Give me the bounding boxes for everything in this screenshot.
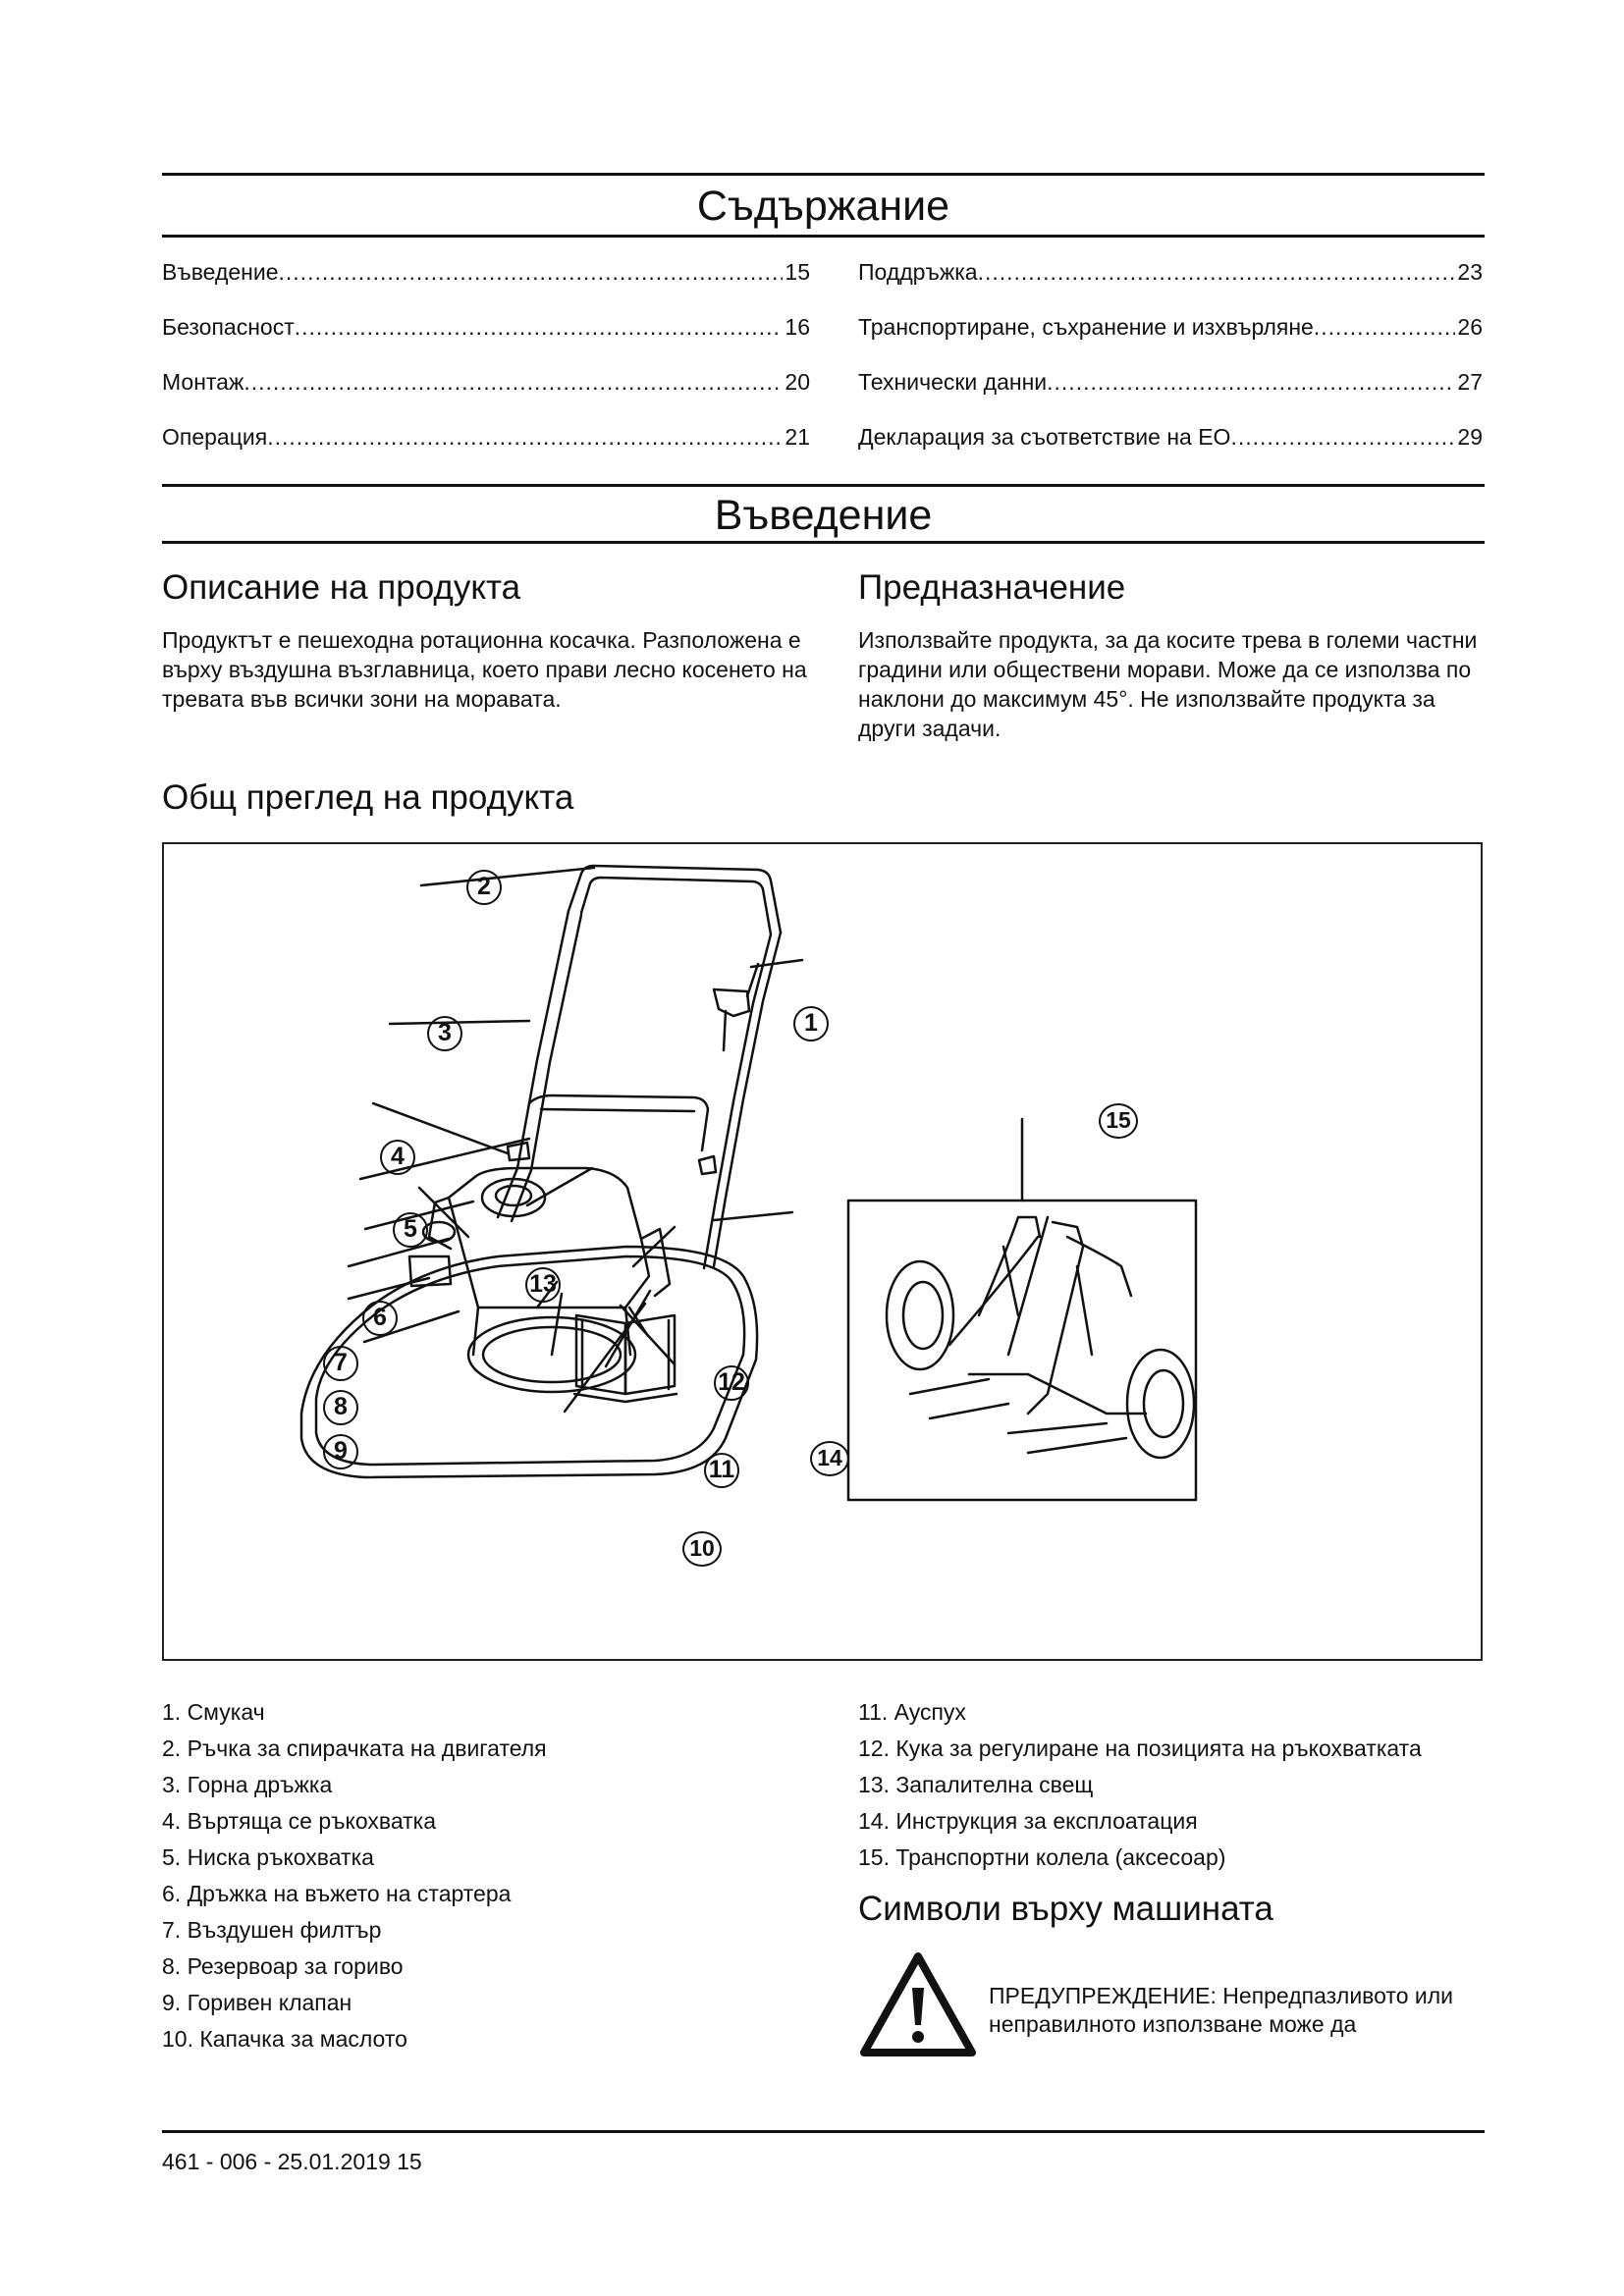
toc-title: Съдържание: [696, 183, 950, 230]
warning-triangle-icon: [858, 1950, 978, 2060]
toc-entry-safety[interactable]: Безопасност ..... 16: [162, 313, 810, 341]
parts-list-right: [858, 1694, 1422, 1876]
footer-rule: [162, 2130, 1485, 2133]
list-item: 12. Кука за регулиране на позицията на ръкохватката: [858, 1735, 1422, 1761]
list-item: 13. Запалителна свещ: [858, 1772, 1094, 1797]
list-item: 4. Въртяща се ръкохватка: [162, 1808, 437, 1834]
list-item: 15. Транспортни колела (аксесоар): [858, 1844, 1226, 1870]
toc-entry-introduction[interactable]: Въведение ..... 15: [162, 258, 810, 286]
intro-top-rule: [162, 484, 1485, 487]
list-item: 5. Ниска ръкохватка: [162, 1844, 374, 1870]
callout-10: 10: [682, 1531, 722, 1567]
list-item: 2. Ръчка за спирачката на двигателя: [162, 1735, 547, 1761]
list-item: 10. Капачка за маслото: [162, 2026, 407, 2052]
callout-9: 9: [323, 1434, 358, 1469]
callout-3: 3: [427, 1016, 462, 1051]
parts-list-left: [162, 1694, 547, 2057]
list-item: 9. Горивен клапан: [162, 1990, 352, 2015]
toc-entry-assembly[interactable]: Монтаж ..... 20: [162, 368, 810, 396]
toc-entry-operation[interactable]: Операция ..... 21: [162, 423, 810, 451]
callout-14: 14: [810, 1441, 849, 1476]
list-item: 1. Смукач: [162, 1699, 265, 1725]
page-footer: 461 - 006 - 25.01.2019 15: [162, 2149, 422, 2174]
list-item: 7. Въздушен филтър: [162, 1917, 382, 1943]
callout-13: 13: [525, 1267, 561, 1303]
description-heading: Описание на продукта: [162, 568, 521, 607]
callout-12: 12: [714, 1365, 749, 1401]
callout-5: 5: [393, 1212, 428, 1248]
callout-11: 11: [704, 1453, 739, 1488]
toc-top-rule: [162, 173, 1485, 176]
callout-6: 6: [362, 1301, 398, 1336]
list-item: 8. Резервоар за гориво: [162, 1953, 404, 1979]
purpose-text: Използвайте продукта, за да косите трева в големи частни градини или обществени морави. Може да се използва по наклони до максимум 45°. Не използвайте продукта за други задачи.: [858, 627, 1478, 741]
toc-entry-transport[interactable]: Транспортиране, съхранение и изхвърляне ..... 26: [858, 313, 1483, 341]
callout-7: 7: [323, 1346, 358, 1381]
description-text: Продуктът е пешеходна ротационна косачка. Разположена е върху въздушна възглавница, което прави лесно косенето на тревата във всички зони на моравата.: [162, 627, 807, 712]
purpose-heading: Предназначение: [858, 568, 1126, 607]
toc-entry-technical-data[interactable]: Технически данни ..... 27: [858, 368, 1483, 396]
list-item: 14. Инструкция за експлоатация: [858, 1808, 1198, 1834]
list-item: 11. Ауспух: [858, 1699, 966, 1725]
toc-entry-declaration[interactable]: Декларация за съответствие на ЕО ..... 29: [858, 423, 1483, 451]
callout-4: 4: [380, 1140, 415, 1175]
toc-entry-maintenance[interactable]: Поддръжка ..... 23: [858, 258, 1483, 286]
callout-8: 8: [323, 1390, 358, 1425]
callout-1: 1: [793, 1006, 829, 1041]
intro-title-rule: [162, 541, 1485, 544]
toc-title-rule: [162, 235, 1485, 238]
mower-illustration: [164, 844, 1481, 1659]
overview-heading: Общ преглед на продукта: [162, 778, 574, 817]
product-overview-figure: [162, 842, 1483, 1661]
symbols-heading: Символи върху машината: [858, 1890, 1273, 1928]
intro-title: Въведение: [714, 492, 933, 539]
callout-15: 15: [1099, 1103, 1138, 1139]
list-item: 3. Горна дръжка: [162, 1772, 333, 1797]
warning-text: ПРЕДУПРЕЖДЕНИЕ: Непредпазливото или неправилното използване може да: [989, 1983, 1454, 2037]
callout-2: 2: [466, 870, 502, 905]
list-item: 6. Дръжка на въжето на стартера: [162, 1881, 512, 1906]
